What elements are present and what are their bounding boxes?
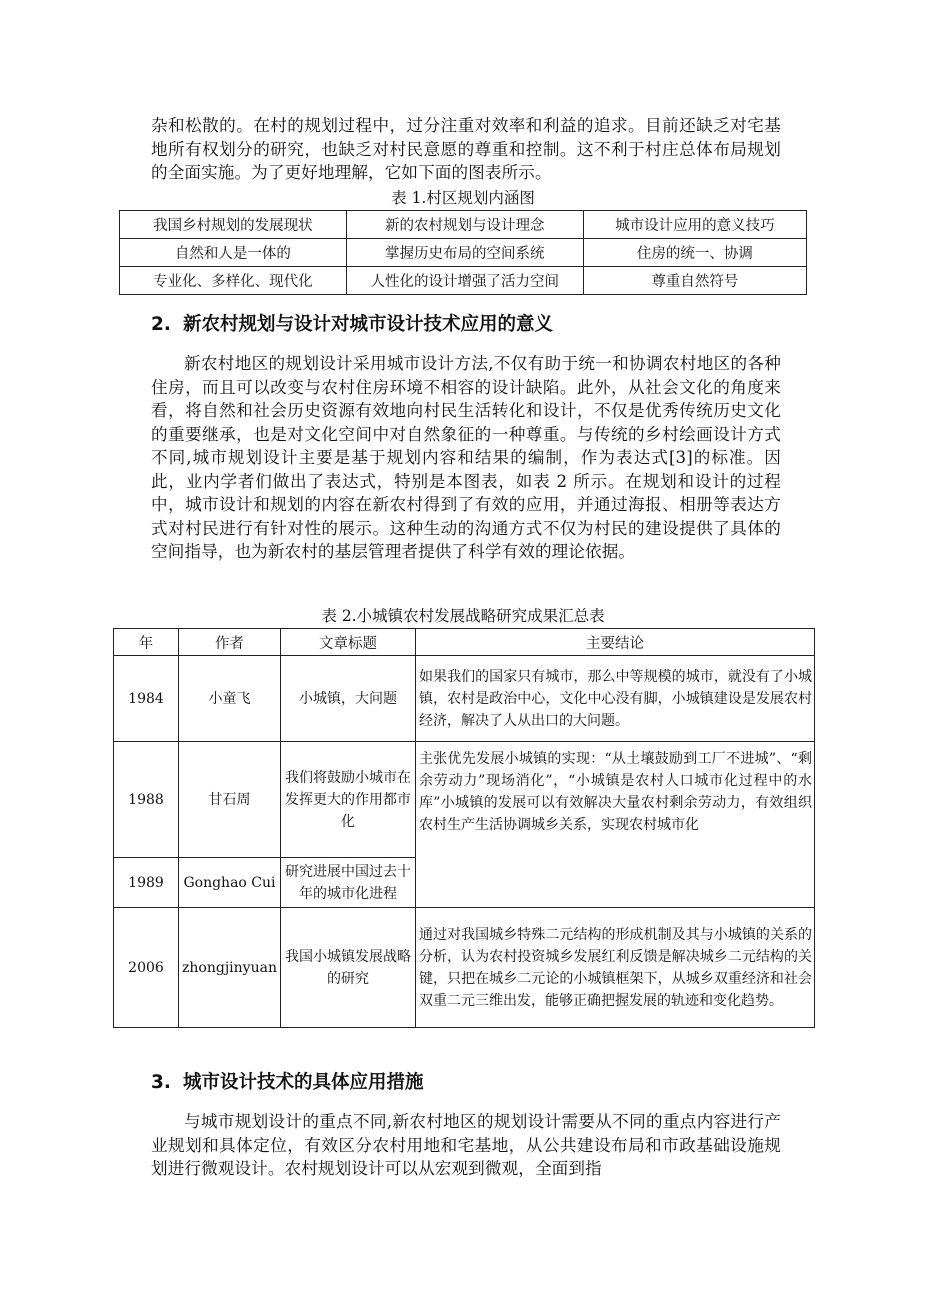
header-title: 文章标题 [281, 629, 416, 656]
section3-paragraph: 与城市规划设计的重点不同,新农村地区的规划设计需要从不同的重点内容进行产业规划和具体定位，有效区分农村用地和宅基地，从公共建设布局和市政基础设施规划进行微观设计。农村规划设计可以从宏观到微观，全面到指 [151, 1112, 781, 1178]
section2-heading [151, 310, 553, 336]
cell-year: 1984 [114, 656, 179, 742]
table-cell: 我国乡村规划的发展现状 [120, 211, 347, 239]
section2-title: 新农村规划与设计对城市设计技术应用的意义 [183, 314, 554, 335]
cell-author: Gonghao Cui [179, 858, 281, 908]
table-row [114, 742, 815, 858]
section3-number: 3. [151, 1072, 171, 1093]
cell-author: 甘石周 [179, 742, 281, 858]
cell-title: 研究进展中国过去十年的城市化进程 [281, 858, 416, 908]
section3-heading [151, 1068, 424, 1094]
section3-title: 城市设计技术的具体应用措施 [183, 1072, 424, 1093]
table-cell: 人性化的设计增强了活力空间 [346, 267, 583, 295]
cell-conclusion: 通过对我国城乡特殊二元结构的形成机制及其与小城镇的关系的分析，认为农村投资城乡发展红利反馈是解决城乡二元结构的关键，只把在城乡二元论的小城镇框架下，从城乡双重经济和社会双重二元三维出发，能够正确把握发展的轨迹和变化趋势。 [416, 908, 815, 1028]
cell-author: zhongjinyuan [179, 908, 281, 1028]
cell-conclusion: 如果我们的国家只有城市，那么中等规模的城市，就没有了小城镇，农村是政治中心，文化中心没有脚，小城镇建设是发展农村经济，解决了人从出口的大问题。 [416, 656, 815, 742]
header-year: 年 [114, 629, 179, 656]
table-cell: 住房的统一、协调 [583, 239, 806, 267]
table2-research-summary [113, 628, 815, 1028]
cell-title: 我国小城镇发展战略的研究 [281, 908, 416, 1028]
section2-number: 2. [151, 314, 171, 335]
cell-year: 1988 [114, 742, 179, 858]
intro-paragraph: 杂和松散的。在村的规划过程中，过分注重对效率和利益的追求。目前还缺乏对宅基地所有权划分的研究，也缺乏对村民意愿的尊重和控制。这不利于村庄总体布局规划的全面实施。为了更好地理解，它如下面的图表所示。 [151, 116, 781, 182]
cell-conclusion: 主张优先发展小城镇的实现：“从土壤鼓励到工厂不进城”、“剩余劳动力”现场消化”，“小城镇是农村人口城市化过程中的水库”小城镇的发展可以有效解决大量农村剩余劳动力，有效组织农村生产生活协调城乡关系，实现农村城市化 [416, 742, 815, 908]
table-row [114, 656, 815, 742]
table-cell: 掌握历史布局的空间系统 [346, 239, 583, 267]
header-conclusion: 主要结论 [416, 629, 815, 656]
table-row [120, 239, 807, 267]
table-cell: 自然和人是一体的 [120, 239, 347, 267]
cell-title: 小城镇，大问题 [281, 656, 416, 742]
cell-year: 1989 [114, 858, 179, 908]
table-row [120, 211, 807, 239]
cell-author: 小童飞 [179, 656, 281, 742]
cell-title: 我们将鼓励小城市在发挥更大的作用都市化 [281, 742, 416, 858]
table-cell: 新的农村规划与设计理念 [346, 211, 583, 239]
table2-caption: 表 2.小城镇农村发展战略研究成果汇总表 [321, 607, 605, 625]
section2-paragraph: 新农村地区的规划设计采用城市设计方法,不仅有助于统一和协调农村地区的各种住房，而且可以改变与农村住房环境不相容的设计缺陷。此外，从社会文化的角度来看，将自然和社会历史资源有效地向村民生活转化和设计，不仅是优秀传统历史文化的重要继承，也是对文化空间中对自然象征的一种尊重。与传统的乡村绘画设计方式不同,城市规划设计主要是基于规划内容和结果的编制，作为表达式[3]的标准。因此，业内学者们做出了表达式，特别是本图表，如表 2 所示。在规划和设计的过程中，城市设计和规划的内容在新农村得到了有效的应用，并通过海报、相册等表达方式对村民进行有针对性的展示。这种生动的沟通方式不仅为村民的建设提供了具体的空间指导，也为新农村的基层管理者提供了科学有效的理论依据。 [151, 354, 781, 561]
table-cell: 专业化、多样化、现代化 [120, 267, 347, 295]
cell-year: 2006 [114, 908, 179, 1028]
table-row [120, 267, 807, 295]
table-cell: 尊重自然符号 [583, 267, 806, 295]
table-row [114, 908, 815, 1028]
table1-village-planning [119, 210, 807, 295]
table1-caption: 表 1.村区规划内涵图 [391, 189, 535, 207]
table-cell: 城市设计应用的意义技巧 [583, 211, 806, 239]
header-author: 作者 [179, 629, 281, 656]
table-header-row [114, 629, 815, 656]
